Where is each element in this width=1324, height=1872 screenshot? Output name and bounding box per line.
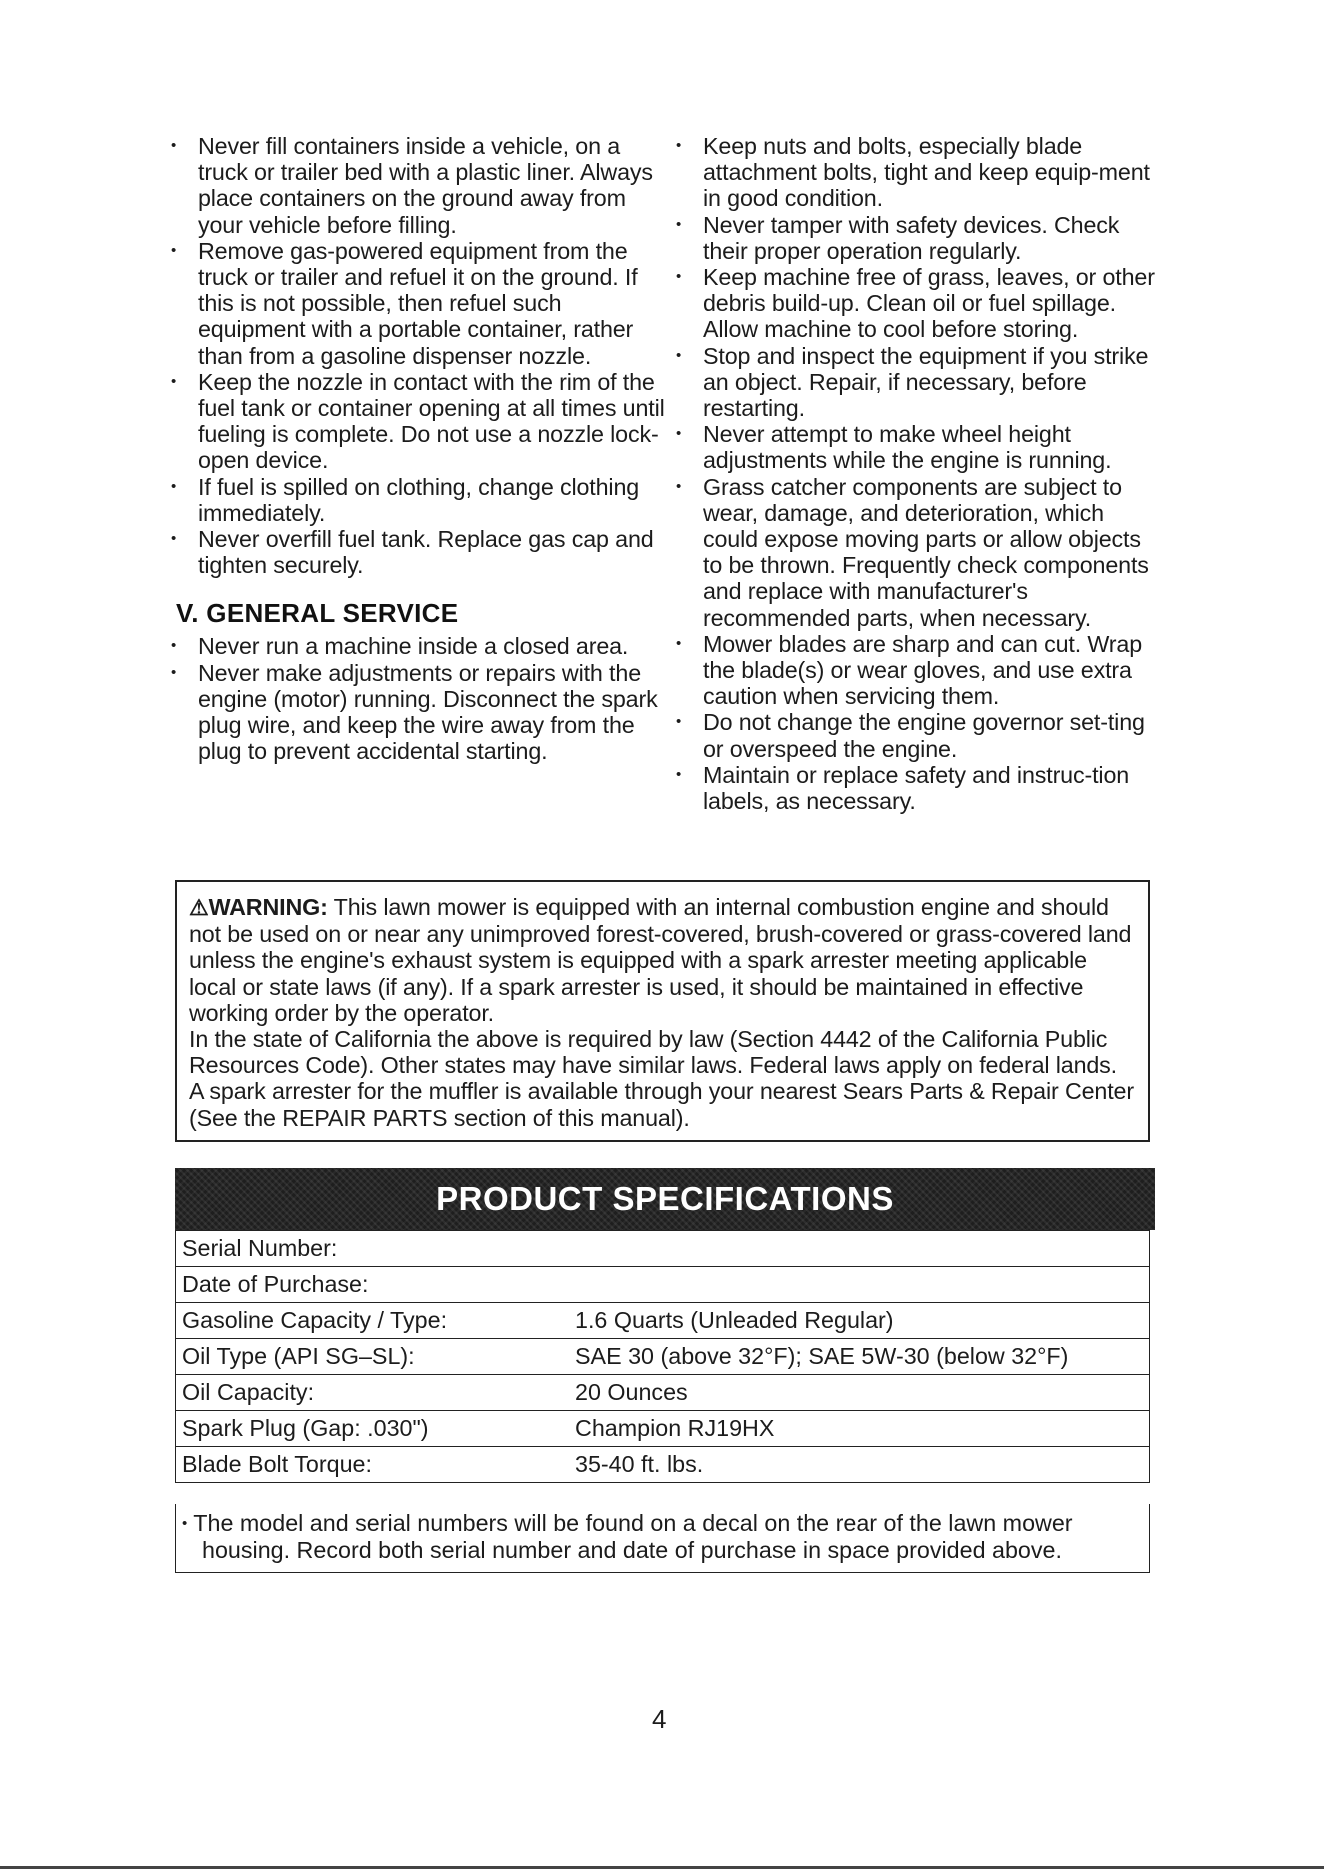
left-column (170, 133, 670, 764)
note-line-2: housing. Record both serial number and date of purchase in space provided above. (202, 1537, 1062, 1563)
list-item: • Remove gas-powered equipment from the truck or trailer and refuel it on the ground. If this is not possible, then refuel such equipment with a portable container, rather than from a gasoline dispenser nozzle. (171, 237, 638, 369)
table-row (176, 1303, 1150, 1339)
list-item: • Never overfill fuel tank. Replace gas cap and tighten securely. (171, 526, 654, 579)
warning-paragraph-california: In the state of California the above is required by law (Section 4442 of the California Public Resources Code). Other states may have similar laws. Federal laws apply on federal lands. A spark arrester for the muffler is available through your nearest Sears Parts & Repair Center (See the REPAIR PARTS section of this manual). (189, 1026, 1134, 1131)
spec-value: 1.6 Quarts (Unleaded Regular) (575, 1307, 894, 1333)
list-item: • Never attempt to make wheel height adjustments while the engine is running. (676, 421, 1112, 474)
warning-text: This lawn mower is equipped with an internal combustion engine and should not be used on or near any unimproved forest-covered, brush-covered or grass-covered land unless the engine's exhaust system is equipped with a spark arrester meeting applicable local or state laws (if any). If a spark arrester is used, it should be maintained in effective working order by the operator. (189, 894, 1132, 1026)
bullet-icon: • (676, 765, 682, 783)
spec-label: Serial Number: (182, 1235, 338, 1261)
warning-label: WARNING: (208, 894, 328, 920)
bullet-icon: • (676, 346, 682, 364)
list-item: • Never tamper with safety devices. Check their proper operation regularly. (676, 211, 1120, 264)
fueling-safety-list (170, 133, 670, 578)
list-item: • Grass catcher components are subject to wear, damage, and deterioration, which could expose moving parts or allow objects to be thrown. Frequently check components and replace with manufacturer's recommended parts, when necessary. (676, 473, 1149, 631)
list-item: • Keep nuts and bolts, especially blade attachment bolts, tight and keep equip-ment in good condition. (676, 133, 1150, 212)
warning-paragraph (189, 894, 1136, 1026)
spec-value: 35-40 ft. lbs. (575, 1451, 704, 1477)
spec-label: Date of Purchase: (182, 1271, 369, 1297)
bullet-icon: • (676, 268, 682, 286)
bullet-icon: • (171, 637, 177, 655)
bullet-icon: • (676, 634, 682, 652)
right-column (675, 133, 1165, 814)
spec-label: Gasoline Capacity / Type: (182, 1307, 448, 1333)
list-item: • Maintain or replace safety and instruc-tion labels, as necessary. (676, 761, 1130, 815)
section-title: PRODUCT SPECIFICATIONS (436, 1180, 894, 1217)
spec-value: Champion RJ19HX (575, 1415, 775, 1441)
page-number: 4 (652, 1704, 667, 1734)
bullet-icon: • (171, 241, 177, 259)
specs-table (175, 1230, 1150, 1483)
general-service-list-continued (675, 133, 1165, 814)
spec-label: Spark Plug (Gap: .030") (182, 1415, 429, 1441)
table-row (176, 1231, 1150, 1267)
list-item: • Never run a machine inside a closed area. (171, 633, 629, 660)
product-specifications-banner (175, 1168, 1155, 1230)
table-row (176, 1339, 1150, 1375)
list-item: • Keep machine free of grass, leaves, or other debris build-up. Clean oil or fuel spillage. Allow machine to cool before storing. (676, 264, 1155, 343)
list-item: • Keep the nozzle in contact with the rim of the fuel tank or container opening at all times until fueling is complete. Do not use a nozzle lock-open device. (171, 368, 665, 474)
spec-value: SAE 30 (above 32°F); SAE 5W-30 (below 32°F) (575, 1343, 1069, 1369)
spec-value: 20 Ounces (575, 1379, 688, 1405)
list-item: • Stop and inspect the equipment if you strike an object. Repair, if necessary, before restarting. (676, 342, 1149, 422)
list-item: • Never fill containers inside a vehicle, on a truck or trailer bed with a plastic liner. Always place containers on the ground away from your vehicle before filling. (171, 133, 653, 238)
bottom-divider (0, 1866, 1324, 1869)
list-item: • Do not change the engine governor set-ting or overspeed the engine. (676, 709, 1145, 762)
bullet-icon: • (171, 663, 177, 681)
general-service-list (170, 633, 670, 764)
bullet-icon: • (171, 530, 177, 548)
serial-number-note (175, 1504, 1150, 1573)
bullet-icon: • (676, 477, 682, 495)
bullet-icon: • (676, 425, 682, 443)
note-line-1: The model and serial numbers will be found on a decal on the rear of the lawn mower (193, 1510, 1073, 1536)
list-item: • If fuel is spilled on clothing, change clothing immediately. (171, 473, 640, 526)
spec-label: Oil Type (API SG–SL): (182, 1343, 415, 1369)
section-heading-general-service: V. GENERAL SERVICE (176, 598, 459, 629)
table-row (176, 1267, 1150, 1303)
bullet-icon: • (676, 137, 682, 154)
list-item: • Never make adjustments or repairs with the engine (motor) running. Disconnect the spark plug wire, and keep the wire away from the plug to prevent accidental starting. (171, 659, 658, 765)
bullet-icon: • (171, 137, 177, 154)
bullet-icon: • (171, 477, 177, 495)
warning-triangle-icon: ⚠ (189, 895, 209, 920)
table-row (176, 1447, 1150, 1483)
warning-box (175, 880, 1150, 1142)
table-row (176, 1375, 1150, 1411)
bullet-icon: • (182, 1515, 188, 1532)
spec-label: Oil Capacity: (182, 1379, 315, 1405)
bullet-icon: • (676, 215, 682, 233)
spec-label: Blade Bolt Torque: (182, 1451, 372, 1477)
bullet-icon: • (171, 372, 177, 390)
list-item: • Mower blades are sharp and can cut. Wrap the blade(s) or wear gloves, and use extra caution when servicing them. (676, 630, 1143, 710)
table-row (176, 1411, 1150, 1447)
bullet-icon: • (676, 713, 682, 731)
